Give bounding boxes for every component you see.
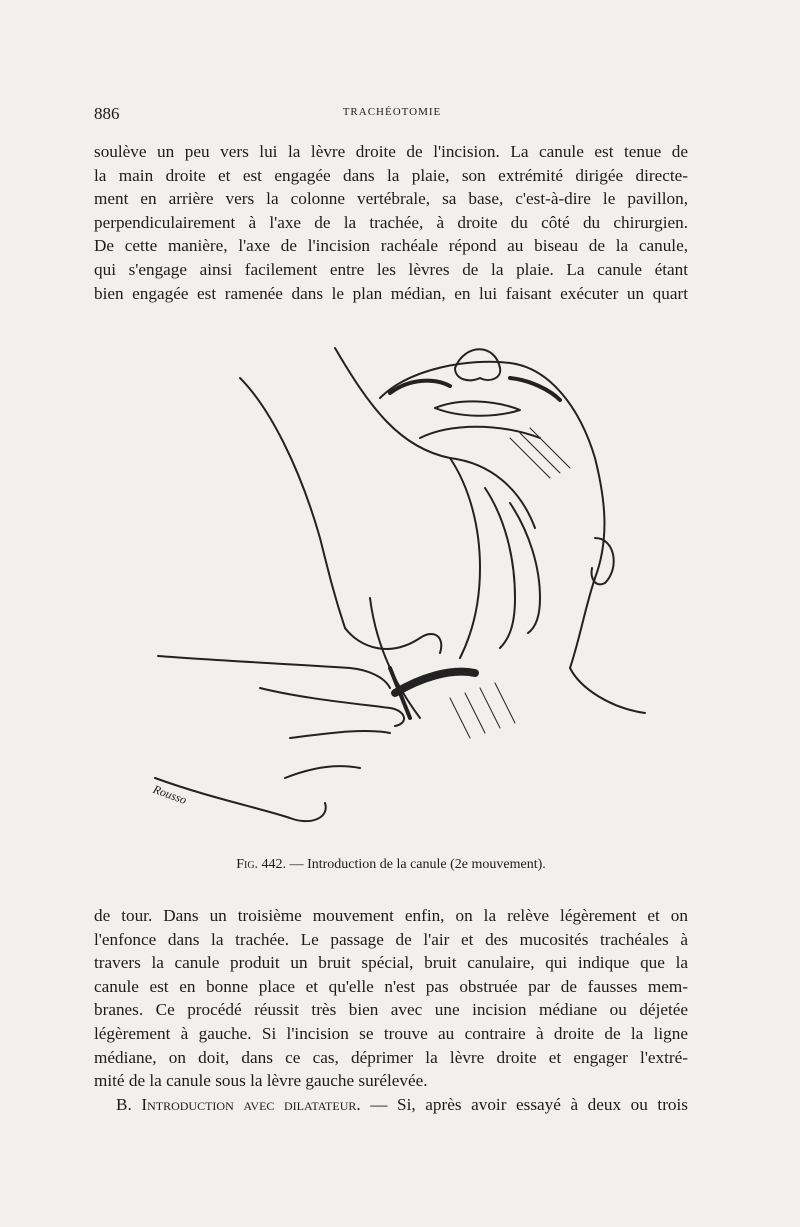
text-line: ment en arrière vers la colonne vertébrale, sa base, c'est-à-dire le pavillon,	[94, 189, 688, 209]
thumb	[345, 628, 441, 653]
neck-left	[370, 598, 420, 718]
hand-knuckle	[290, 731, 390, 738]
nose	[455, 349, 500, 380]
text-line: la main droite et est engagée dans la plaie, son extrémité dirigée directe-	[94, 165, 688, 185]
finger-1	[450, 458, 480, 658]
text-line: soulève un peu vers lui la lèvre droite de l'incision. La canule est tenue de	[94, 142, 688, 161]
section-b-label: B. Introduction avec dilatateur.	[116, 1094, 361, 1114]
text-line: légèrement à gauche. Si l'incision se trouve au contraire à droite de la ligne	[94, 1023, 688, 1043]
figure-caption	[94, 857, 688, 873]
hand-finger	[260, 688, 404, 726]
section-b-text: — Si, après avoir essayé à deux ou trois	[360, 1094, 688, 1114]
neck-shading	[450, 683, 515, 738]
text-line: l'enfonce dans la trachée. Le passage de l'air et des mucosités trachéales à	[94, 929, 688, 949]
text-line-section-b	[94, 1093, 688, 1117]
page-header	[94, 104, 690, 126]
arm-inner	[335, 348, 535, 528]
text-line: De cette manière, l'axe de l'incision rachéale répond au biseau de la canule,	[94, 236, 688, 256]
cannula	[395, 672, 475, 693]
text-line: médiane, on doit, dans ce cas, déprimer la lèvre droite et engager l'extré-	[94, 1047, 688, 1067]
text-line: de tour. Dans un troisième mouvement enfin, on la relève légèrement et on	[94, 906, 688, 925]
figure-label: Fig. 442.	[236, 857, 287, 872]
text-line: perpendiculairement à l'axe de la trachée, à droite du côté du chirurgien.	[94, 212, 688, 232]
page-number: 886	[94, 104, 120, 123]
figure-illustration	[150, 338, 650, 838]
eye-right	[510, 378, 560, 400]
paragraph-bottom	[94, 904, 688, 1116]
chin	[420, 427, 540, 438]
text-line: bien engagée est ramenée dans le plan médian, en lui faisant exécuter un quart	[94, 283, 688, 303]
figure-caption-text: — Introduction de la canule (2e mouvement).	[286, 857, 546, 872]
hand-palm	[285, 766, 360, 778]
text-line: travers la canule produit un bruit spécial, bruit canulaire, qui indique que la	[94, 953, 688, 973]
face-shading	[510, 428, 570, 478]
running-title: TRACHÉOTOMIE	[342, 106, 442, 118]
text-line: branes. Ce procédé réussit très bien avec une incision médiane ou déjetée	[94, 1000, 688, 1020]
arm-outer	[240, 378, 345, 628]
shoulder	[570, 668, 645, 713]
finger-2	[485, 488, 515, 648]
tracheotomy-illustration	[150, 338, 650, 838]
text-line: canule est en bonne place et qu'elle n'est pas obstruée par de fausses mem-	[94, 976, 688, 996]
text-line: qui s'engage ainsi facilement entre les lèvres de la plaie. La canule étant	[94, 259, 688, 279]
mouth	[435, 401, 520, 415]
forearm-top	[158, 656, 390, 688]
paragraph-top	[94, 140, 688, 305]
head-outline	[380, 362, 604, 668]
illustrator-signature: Rousso	[151, 782, 189, 808]
text-line: mité de la canule sous la lèvre gauche surélevée.	[94, 1071, 428, 1091]
